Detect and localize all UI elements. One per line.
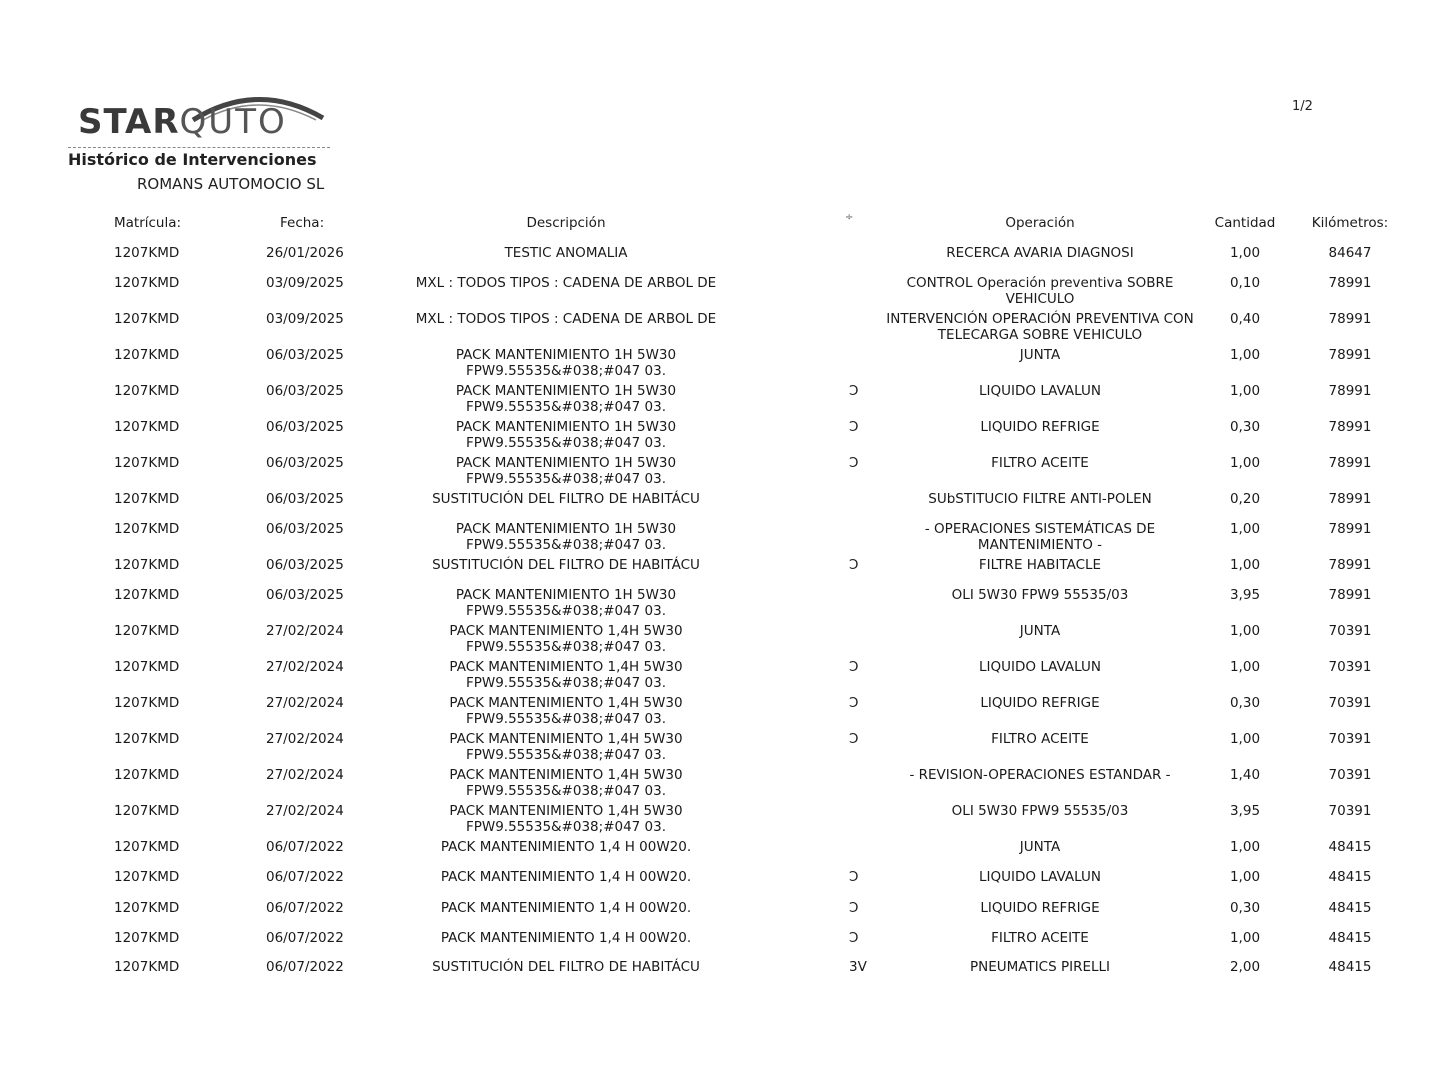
cell-fecha: 06/03/2025	[266, 347, 344, 363]
cell-fecha: 06/07/2022	[266, 959, 344, 975]
cell-operacion: OLI 5W30 FPW9 55535/03	[951, 587, 1129, 603]
cell-cantidad: 0,30	[1229, 419, 1261, 435]
cell-kilometros: 70391	[1328, 767, 1372, 783]
cell-matricula: 1207KMD	[114, 491, 180, 507]
cell-operacion: LIQUIDO LAVALUN	[979, 659, 1101, 675]
cell-fecha: 06/03/2025	[266, 587, 344, 603]
cell-cantidad: 0,10	[1229, 275, 1261, 291]
cell-fecha: 27/02/2024	[266, 767, 344, 783]
cell-descripcion: PACK MANTENIMIENTO 1,4H 5W30 FPW9.55535&#038;#047 03.	[449, 623, 683, 655]
cell-operacion: LIQUIDO REFRIGE	[980, 900, 1100, 916]
cell-operacion: CONTROL Operación preventiva SOBRE VEHICULO	[906, 275, 1174, 307]
cell-operacion: FILTRO ACEITE	[991, 930, 1089, 946]
cell-kilometros: 78991	[1328, 311, 1372, 327]
cell-descripcion: PACK MANTENIMIENTO 1,4H 5W30 FPW9.55535&#038;#047 03.	[449, 659, 683, 691]
cell-matricula: 1207KMD	[114, 731, 180, 747]
page-number: 1/2	[1292, 99, 1313, 114]
cell-fecha: 06/03/2025	[266, 557, 344, 573]
cell-matricula: 1207KMD	[114, 803, 180, 819]
cell-descripcion: PACK MANTENIMIENTO 1,4 H 00W20.	[440, 839, 692, 855]
logo-divider	[68, 147, 330, 148]
cell-fecha: 27/02/2024	[266, 659, 344, 675]
cell-descripcion: PACK MANTENIMIENTO 1,4 H 00W20.	[440, 930, 692, 946]
cell-descripcion: PACK MANTENIMIENTO 1,4 H 00W20.	[440, 900, 692, 916]
cell-kilometros: 78991	[1328, 455, 1372, 471]
cell-kilometros: 48415	[1328, 869, 1372, 885]
cell-cantidad: 1,00	[1229, 383, 1261, 399]
logo-bold-text: STAR	[78, 102, 180, 142]
cell-cantidad: 3,95	[1229, 587, 1261, 603]
cell-matricula: 1207KMD	[114, 695, 180, 711]
col-cantidad: Cantidad	[1214, 215, 1276, 231]
cell-matricula: 1207KMD	[114, 587, 180, 603]
cell-operacion: LIQUIDO LAVALUN	[979, 383, 1101, 399]
cell-matricula: 1207KMD	[114, 455, 180, 471]
cell-mark: Ɔ	[849, 900, 859, 916]
cell-operacion: - OPERACIONES SISTEMÁTICAS DE MANTENIMIENTO -	[924, 521, 1156, 553]
cell-cantidad: 1,00	[1229, 245, 1261, 261]
cell-cantidad: 0,30	[1229, 695, 1261, 711]
cell-descripcion: PACK MANTENIMIENTO 1,4H 5W30 FPW9.55535&#038;#047 03.	[449, 731, 683, 763]
cell-descripcion: PACK MANTENIMIENTO 1H 5W30 FPW9.55535&#038;#047 03.	[455, 383, 677, 415]
cell-matricula: 1207KMD	[114, 419, 180, 435]
cell-descripcion: MXL : TODOS TIPOS : CADENA DE ARBOL DE	[415, 311, 717, 327]
scan-mark: ÷	[845, 212, 854, 223]
cell-matricula: 1207KMD	[114, 557, 180, 573]
cell-kilometros: 78991	[1328, 419, 1372, 435]
cell-fecha: 27/02/2024	[266, 803, 344, 819]
col-matricula: Matrícula:	[114, 215, 182, 231]
cell-cantidad: 0,20	[1229, 491, 1261, 507]
cell-cantidad: 1,00	[1229, 455, 1261, 471]
cell-matricula: 1207KMD	[114, 659, 180, 675]
company-name: ROMANS AUTOMOCIO SL	[137, 175, 325, 193]
cell-operacion: JUNTA	[1019, 347, 1061, 363]
cell-mark: Ɔ	[849, 659, 859, 675]
cell-kilometros: 70391	[1328, 623, 1372, 639]
col-operacion: Operación	[1005, 215, 1075, 231]
cell-matricula: 1207KMD	[114, 959, 180, 975]
cell-cantidad: 1,00	[1229, 347, 1261, 363]
cell-mark: Ɔ	[849, 557, 859, 573]
cell-descripcion: SUSTITUCIÓN DEL FILTRO DE HABITÁCU	[432, 491, 700, 507]
cell-descripcion: TESTIC ANOMALIA	[504, 245, 628, 261]
cell-fecha: 06/03/2025	[266, 383, 344, 399]
cell-matricula: 1207KMD	[114, 245, 180, 261]
cell-operacion: OLI 5W30 FPW9 55535/03	[951, 803, 1129, 819]
cell-descripcion: PACK MANTENIMIENTO 1,4H 5W30 FPW9.55535&#038;#047 03.	[449, 767, 683, 799]
cell-operacion: JUNTA	[1019, 839, 1061, 855]
cell-operacion: - REVISION-OPERACIONES ESTANDAR -	[909, 767, 1171, 783]
cell-cantidad: 1,00	[1229, 521, 1261, 537]
cell-matricula: 1207KMD	[114, 839, 180, 855]
cell-kilometros: 70391	[1328, 659, 1372, 675]
cell-operacion: SUbSTITUCIO FILTRE ANTI-POLEN	[928, 491, 1152, 507]
cell-fecha: 06/03/2025	[266, 491, 344, 507]
cell-cantidad: 1,40	[1229, 767, 1261, 783]
cell-fecha: 06/07/2022	[266, 839, 344, 855]
cell-matricula: 1207KMD	[114, 930, 180, 946]
cell-fecha: 06/03/2025	[266, 455, 344, 471]
cell-cantidad: 2,00	[1229, 959, 1261, 975]
cell-operacion: LIQUIDO REFRIGE	[980, 419, 1100, 435]
cell-fecha: 06/07/2022	[266, 930, 344, 946]
cell-fecha: 03/09/2025	[266, 275, 344, 291]
cell-matricula: 1207KMD	[114, 521, 180, 537]
cell-descripcion: SUSTITUCIÓN DEL FILTRO DE HABITÁCU	[432, 557, 700, 573]
cell-kilometros: 70391	[1328, 731, 1372, 747]
cell-kilometros: 48415	[1328, 930, 1372, 946]
cell-matricula: 1207KMD	[114, 347, 180, 363]
cell-descripcion: MXL : TODOS TIPOS : CADENA DE ARBOL DE	[415, 275, 717, 291]
cell-fecha: 27/02/2024	[266, 695, 344, 711]
cell-descripcion: PACK MANTENIMIENTO 1,4 H 00W20.	[440, 869, 692, 885]
cell-operacion: FILTRO ACEITE	[991, 731, 1089, 747]
cell-matricula: 1207KMD	[114, 383, 180, 399]
cell-matricula: 1207KMD	[114, 900, 180, 916]
cell-kilometros: 48415	[1328, 839, 1372, 855]
cell-fecha: 06/03/2025	[266, 521, 344, 537]
cell-operacion: FILTRE HABITACLE	[978, 557, 1102, 573]
cell-matricula: 1207KMD	[114, 311, 180, 327]
cell-fecha: 27/02/2024	[266, 623, 344, 639]
cell-mark: Ɔ	[849, 869, 859, 885]
cell-cantidad: 1,00	[1229, 869, 1261, 885]
cell-kilometros: 84647	[1328, 245, 1372, 261]
cell-operacion: RECERCA AVARIA DIAGNOSI	[946, 245, 1134, 261]
col-kilometros: Kilómetros:	[1311, 215, 1389, 231]
cell-mark: Ɔ	[849, 731, 859, 747]
cell-kilometros: 48415	[1328, 959, 1372, 975]
cell-fecha: 06/07/2022	[266, 900, 344, 916]
cell-fecha: 06/03/2025	[266, 419, 344, 435]
cell-mark: Ɔ	[849, 695, 859, 711]
cell-cantidad: 1,00	[1229, 731, 1261, 747]
cell-kilometros: 78991	[1328, 275, 1372, 291]
cell-matricula: 1207KMD	[114, 275, 180, 291]
cell-operacion: LIQUIDO REFRIGE	[980, 695, 1100, 711]
cell-cantidad: 0,40	[1229, 311, 1261, 327]
cell-kilometros: 78991	[1328, 383, 1372, 399]
cell-cantidad: 1,00	[1229, 623, 1261, 639]
cell-operacion: INTERVENCIÓN OPERACIÓN PREVENTIVA CON TELECARGA SOBRE VEHICULO	[886, 311, 1194, 343]
cell-descripcion: PACK MANTENIMIENTO 1H 5W30 FPW9.55535&#038;#047 03.	[455, 521, 677, 553]
brand-logo	[78, 90, 328, 145]
cell-matricula: 1207KMD	[114, 767, 180, 783]
cell-cantidad: 3,95	[1229, 803, 1261, 819]
cell-cantidad: 1,00	[1229, 930, 1261, 946]
cell-fecha: 06/07/2022	[266, 869, 344, 885]
cell-mark: Ɔ	[849, 419, 859, 435]
cell-kilometros: 78991	[1328, 557, 1372, 573]
cell-descripcion: PACK MANTENIMIENTO 1H 5W30 FPW9.55535&#038;#047 03.	[455, 419, 677, 451]
cell-matricula: 1207KMD	[114, 623, 180, 639]
cell-matricula: 1207KMD	[114, 869, 180, 885]
cell-cantidad: 1,00	[1229, 557, 1261, 573]
cell-cantidad: 0,30	[1229, 900, 1261, 916]
cell-fecha: 03/09/2025	[266, 311, 344, 327]
col-fecha: Fecha:	[280, 215, 325, 231]
cell-descripcion: PACK MANTENIMIENTO 1,4H 5W30 FPW9.55535&#038;#047 03.	[449, 695, 683, 727]
cell-kilometros: 48415	[1328, 900, 1372, 916]
cell-mark: Ɔ	[849, 930, 859, 946]
logo-thin-text: QUTO	[179, 102, 287, 142]
cell-kilometros: 78991	[1328, 491, 1372, 507]
cell-kilometros: 70391	[1328, 695, 1372, 711]
cell-kilometros: 78991	[1328, 587, 1372, 603]
cell-descripcion: PACK MANTENIMIENTO 1H 5W30 FPW9.55535&#038;#047 03.	[455, 347, 677, 379]
col-descripcion: Descripción	[526, 215, 606, 231]
cell-operacion: FILTRO ACEITE	[991, 455, 1089, 471]
document-title: Histórico de Intervenciones	[68, 150, 317, 169]
cell-kilometros: 78991	[1328, 521, 1372, 537]
cell-fecha: 27/02/2024	[266, 731, 344, 747]
cell-descripcion: PACK MANTENIMIENTO 1H 5W30 FPW9.55535&#038;#047 03.	[455, 455, 677, 487]
cell-operacion: JUNTA	[1019, 623, 1061, 639]
cell-operacion: PNEUMATICS PIRELLI	[969, 959, 1111, 975]
cell-fecha: 26/01/2026	[266, 245, 344, 261]
cell-cantidad: 1,00	[1229, 659, 1261, 675]
cell-descripcion: PACK MANTENIMIENTO 1H 5W30 FPW9.55535&#038;#047 03.	[455, 587, 677, 619]
cell-kilometros: 70391	[1328, 803, 1372, 819]
cell-mark: Ɔ	[849, 455, 859, 471]
cell-descripcion: PACK MANTENIMIENTO 1,4H 5W30 FPW9.55535&#038;#047 03.	[449, 803, 683, 835]
cell-mark: Ɔ	[849, 383, 859, 399]
cell-descripcion: SUSTITUCIÓN DEL FILTRO DE HABITÁCU	[432, 959, 700, 975]
cell-operacion: LIQUIDO LAVALUN	[979, 869, 1101, 885]
cell-cantidad: 1,00	[1229, 839, 1261, 855]
cell-kilometros: 78991	[1328, 347, 1372, 363]
cell-mark: 3V	[849, 959, 867, 975]
